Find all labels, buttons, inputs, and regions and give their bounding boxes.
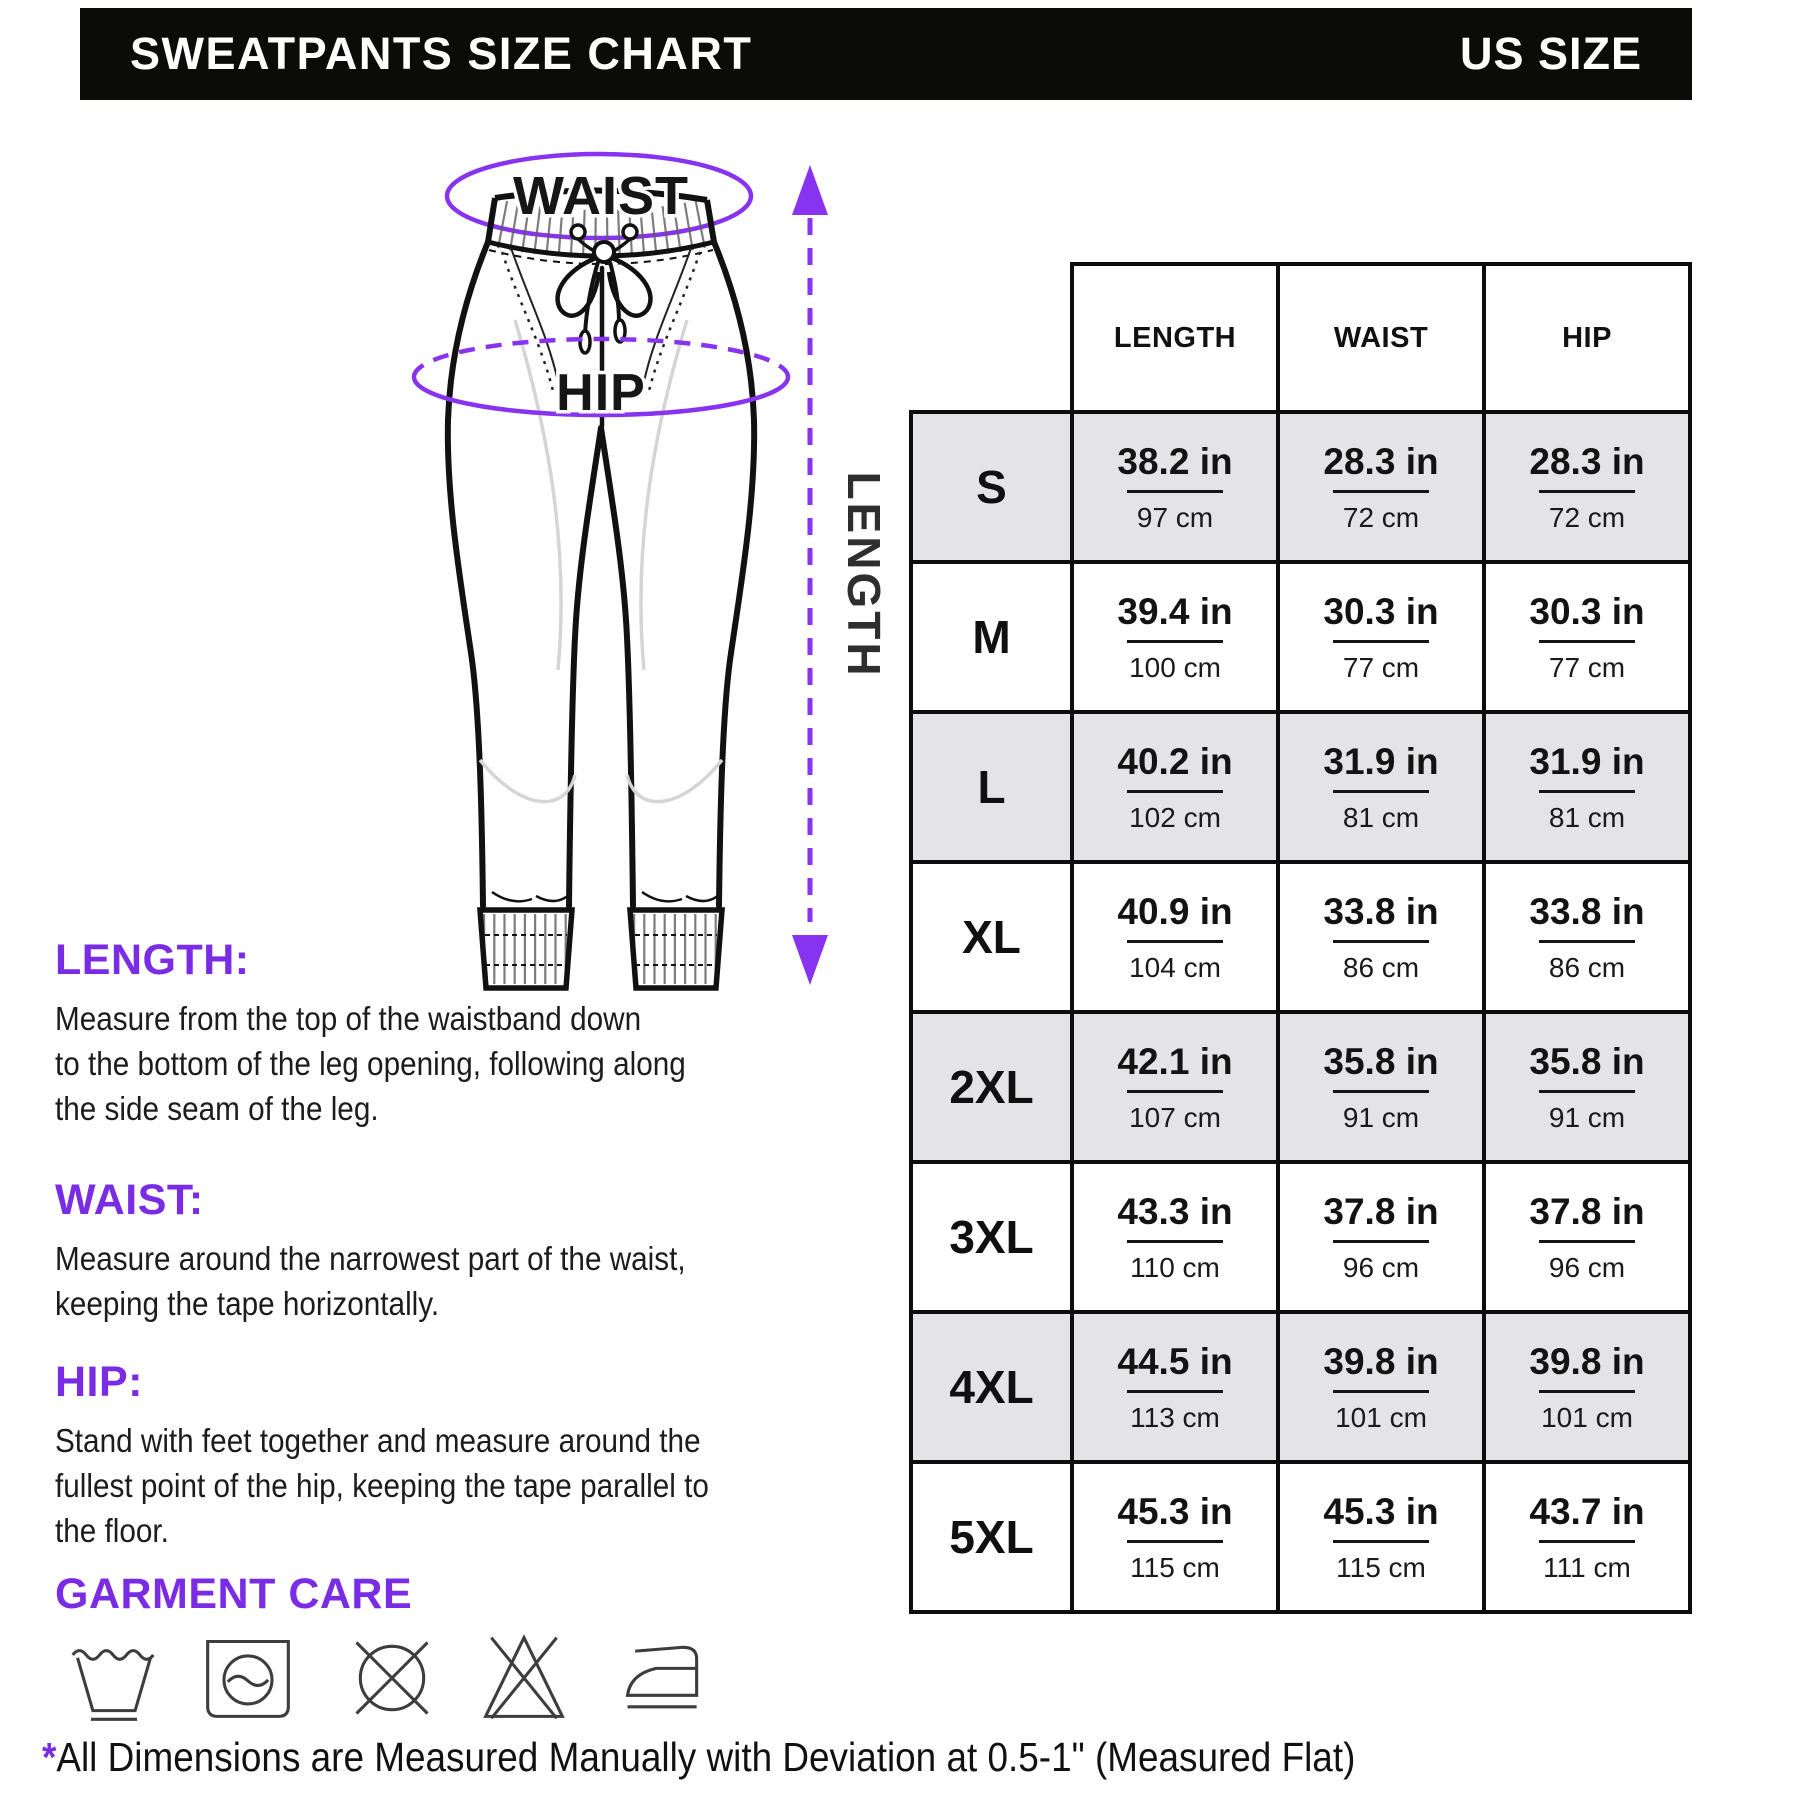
waist-diagram-label: WAIST xyxy=(513,166,689,226)
measurement-cell: 37.8 in 96 cm xyxy=(1323,1190,1439,1283)
length-arrow xyxy=(792,165,828,985)
iron-icon xyxy=(616,1630,712,1726)
table-row xyxy=(911,1012,1690,1162)
length-section-heading: LENGTH: xyxy=(55,936,250,984)
measurement-cell: 40.2 in 102 cm xyxy=(1117,740,1233,833)
length-diagram-label: LENGTH xyxy=(838,471,890,679)
table-row xyxy=(911,1462,1690,1612)
footnote-text: All Dimensions are Measured Manually with Deviation at 0.5-1" (Measured Flat) xyxy=(56,1734,1356,1780)
column-header-hip: HIP xyxy=(1484,264,1690,412)
sweatpants-diagram xyxy=(330,120,890,1000)
column-header-waist: WAIST xyxy=(1278,264,1484,412)
column-header-length: LENGTH xyxy=(1072,264,1278,412)
measurement-cell: 33.8 in 86 cm xyxy=(1529,890,1645,983)
measurement-cell: 37.8 in 96 cm xyxy=(1529,1190,1645,1283)
size-label: 4XL xyxy=(911,1312,1072,1462)
measurement-cell: 35.8 in 91 cm xyxy=(1323,1040,1439,1133)
table-row xyxy=(911,1162,1690,1312)
measurement-cell: 28.3 in 72 cm xyxy=(1529,440,1645,533)
measurement-cell: 39.8 in 101 cm xyxy=(1323,1340,1439,1433)
size-label: 3XL xyxy=(911,1162,1072,1312)
do-not-dry-clean-icon xyxy=(344,1630,440,1726)
measurement-cell: 39.8 in 101 cm xyxy=(1529,1340,1645,1433)
wash-tub-icon xyxy=(66,1630,162,1726)
header-bar xyxy=(80,8,1692,100)
table-row xyxy=(911,712,1690,862)
table-row xyxy=(911,862,1690,1012)
measurement-cell: 38.2 in 97 cm xyxy=(1117,440,1233,533)
size-table xyxy=(909,262,1692,1614)
us-size-badge: US SIZE xyxy=(1459,28,1642,79)
measurement-cell: 42.1 in 107 cm xyxy=(1117,1040,1233,1133)
measurement-cell: 30.3 in 77 cm xyxy=(1529,590,1645,683)
size-label: L xyxy=(911,712,1072,862)
dimensions-footnote xyxy=(42,1734,1355,1781)
measurement-cell: 30.3 in 77 cm xyxy=(1323,590,1439,683)
size-label: XL xyxy=(911,862,1072,1012)
measurement-cell: 45.3 in 115 cm xyxy=(1117,1490,1233,1583)
size-label: 5XL xyxy=(911,1462,1072,1612)
measurement-cell: 33.8 in 86 cm xyxy=(1323,890,1439,983)
hip-diagram-label: HIP xyxy=(556,364,646,422)
table-header-row xyxy=(911,264,1690,412)
footnote-asterisk: * xyxy=(42,1734,57,1780)
do-not-bleach-icon xyxy=(474,1630,574,1726)
measurement-cell: 44.5 in 113 cm xyxy=(1117,1340,1233,1433)
measurement-cell: 45.3 in 115 cm xyxy=(1323,1490,1439,1583)
leg-cuffs xyxy=(480,892,722,988)
measurement-cell: 40.9 in 104 cm xyxy=(1117,890,1233,983)
table-corner-blank xyxy=(911,264,1072,412)
pants-outline xyxy=(448,242,754,906)
size-label: S xyxy=(911,412,1072,562)
table-row xyxy=(911,412,1690,562)
size-label: M xyxy=(911,562,1072,712)
table-row xyxy=(911,562,1690,712)
measurement-cell: 28.3 in 72 cm xyxy=(1323,440,1439,533)
measurement-cell: 39.4 in 100 cm xyxy=(1117,590,1233,683)
hip-section-heading: HIP: xyxy=(55,1358,143,1406)
waist-section-heading: WAIST: xyxy=(55,1176,204,1224)
machine-wash-icon xyxy=(200,1630,296,1726)
size-label: 2XL xyxy=(911,1012,1072,1162)
hip-section-body: Stand with feet together and measure around the fullest point of the hip, keeping the tape parallel to the floor. xyxy=(55,1422,709,1549)
measurement-cell: 43.3 in 110 cm xyxy=(1117,1190,1233,1283)
table-row xyxy=(911,1312,1690,1462)
garment-care-heading: GARMENT CARE xyxy=(55,1570,413,1618)
measurement-cell: 31.9 in 81 cm xyxy=(1529,740,1645,833)
waist-section-body: Measure around the narrowest part of the waist, keeping the tape horizontally. xyxy=(55,1240,686,1322)
length-section-body: Measure from the top of the waistband down to the bottom of the leg opening, following along the side seam of the leg. xyxy=(55,1000,686,1127)
measurement-cell: 43.7 in 111 cm xyxy=(1529,1490,1645,1583)
measurement-cell: 35.8 in 91 cm xyxy=(1529,1040,1645,1133)
page-title: SWEATPANTS SIZE CHART xyxy=(130,28,753,79)
measurement-cell: 31.9 in 81 cm xyxy=(1323,740,1439,833)
